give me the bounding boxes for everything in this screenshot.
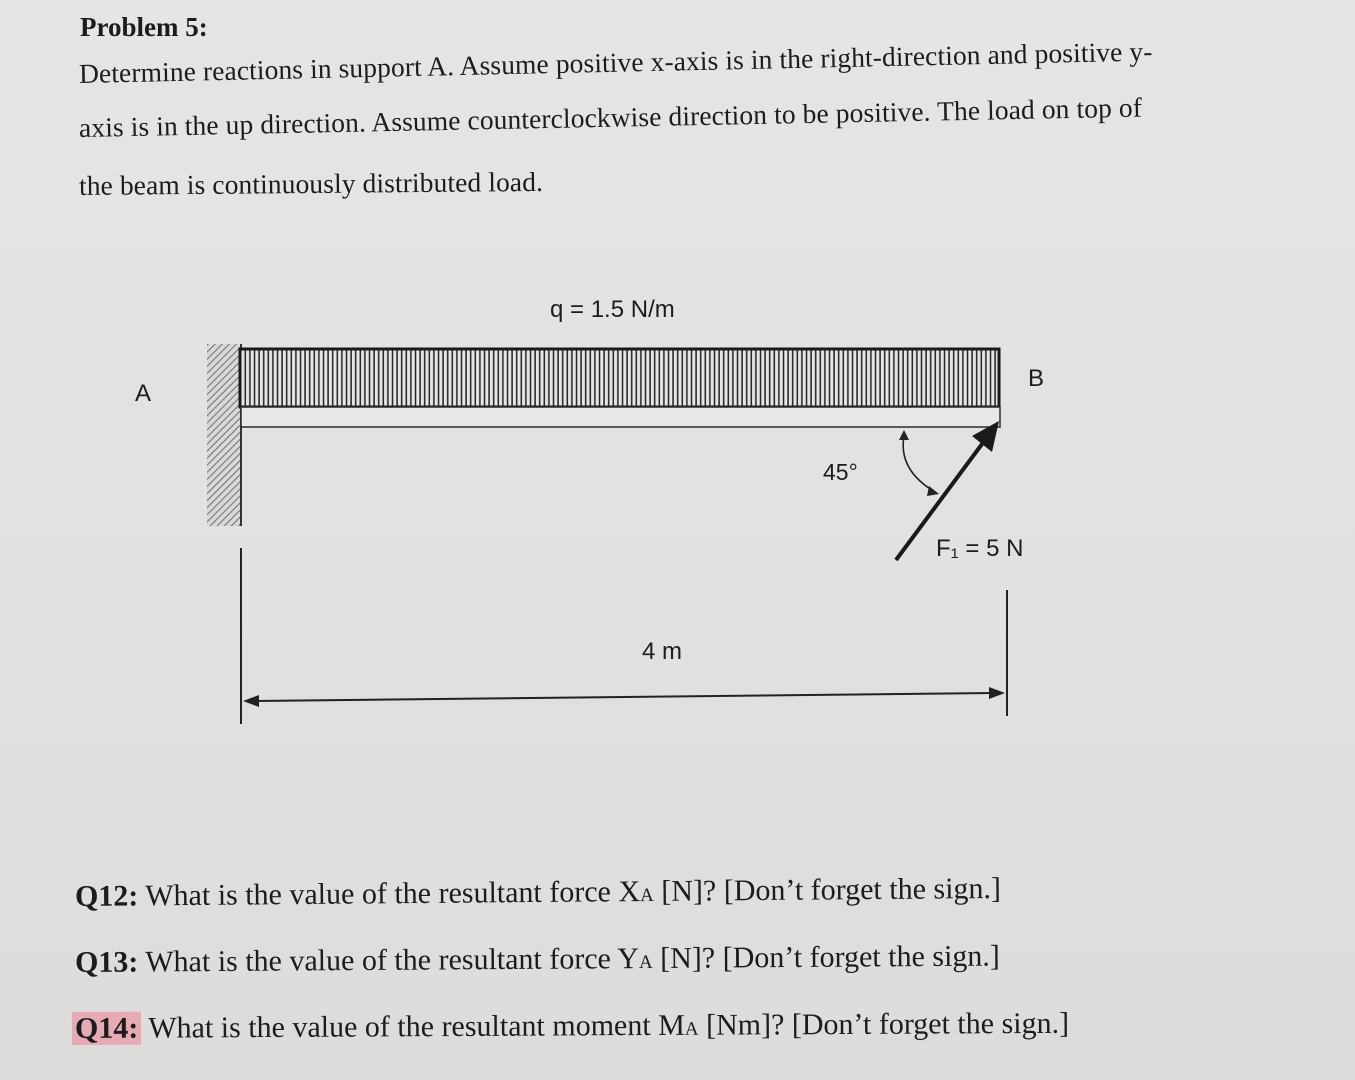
question-suffix: [Nm]? [Don’t forget the sign.] [705,1006,1070,1042]
question-id: Q12: [74,879,139,913]
question-suffix: [N]? [Don’t forget the sign.] [661,871,1002,908]
problem-text-line-3: the beam is continuously distributed load. [78,165,544,201]
angle-arc-head-bottom [927,486,939,496]
angle-label: 45° [823,459,858,485]
support-label-a: A [135,380,152,407]
question-q13 [75,940,1000,980]
force-label: F₁ = 5 N [936,535,1024,562]
question-text: What is the value of the resultant moment M [148,1008,685,1045]
question-subscript: A [640,884,654,907]
problem-text-line-2: axis is in the up direction. Assume counterclockwise direction to be positive. The load on top of [78,91,1143,143]
problem-title: Problem 5: [80,12,208,42]
question-id: Q13: [74,945,139,979]
dimension-arrow-left [243,695,259,707]
angle-arc-head-top [899,430,909,440]
fixed-wall-support [207,344,241,526]
question-q14 [75,1007,1069,1046]
question-id-highlighted: Q14: [72,1012,141,1045]
question-text: What is the value of the resultant force Y [145,942,640,979]
problem-text-line-1: Determine reactions in support A. Assume positive x-axis is in the right-direction and positive y- [78,35,1153,89]
question-suffix: [N]? [Don’t forget the sign.] [660,939,1000,975]
beam [241,407,1000,427]
end-label-b: B [1028,365,1045,392]
dimension-arrow-right [989,687,1005,699]
angle-arc [903,436,935,492]
length-label: 4 m [642,638,683,665]
question-subscript: A [638,951,653,974]
load-label: q = 1.5 N/m [550,296,675,323]
dimension-line [255,693,993,701]
distributed-load-block [240,349,999,407]
question-subscript: A [684,1018,699,1040]
question-text: What is the value of the resultant force X [145,875,641,913]
